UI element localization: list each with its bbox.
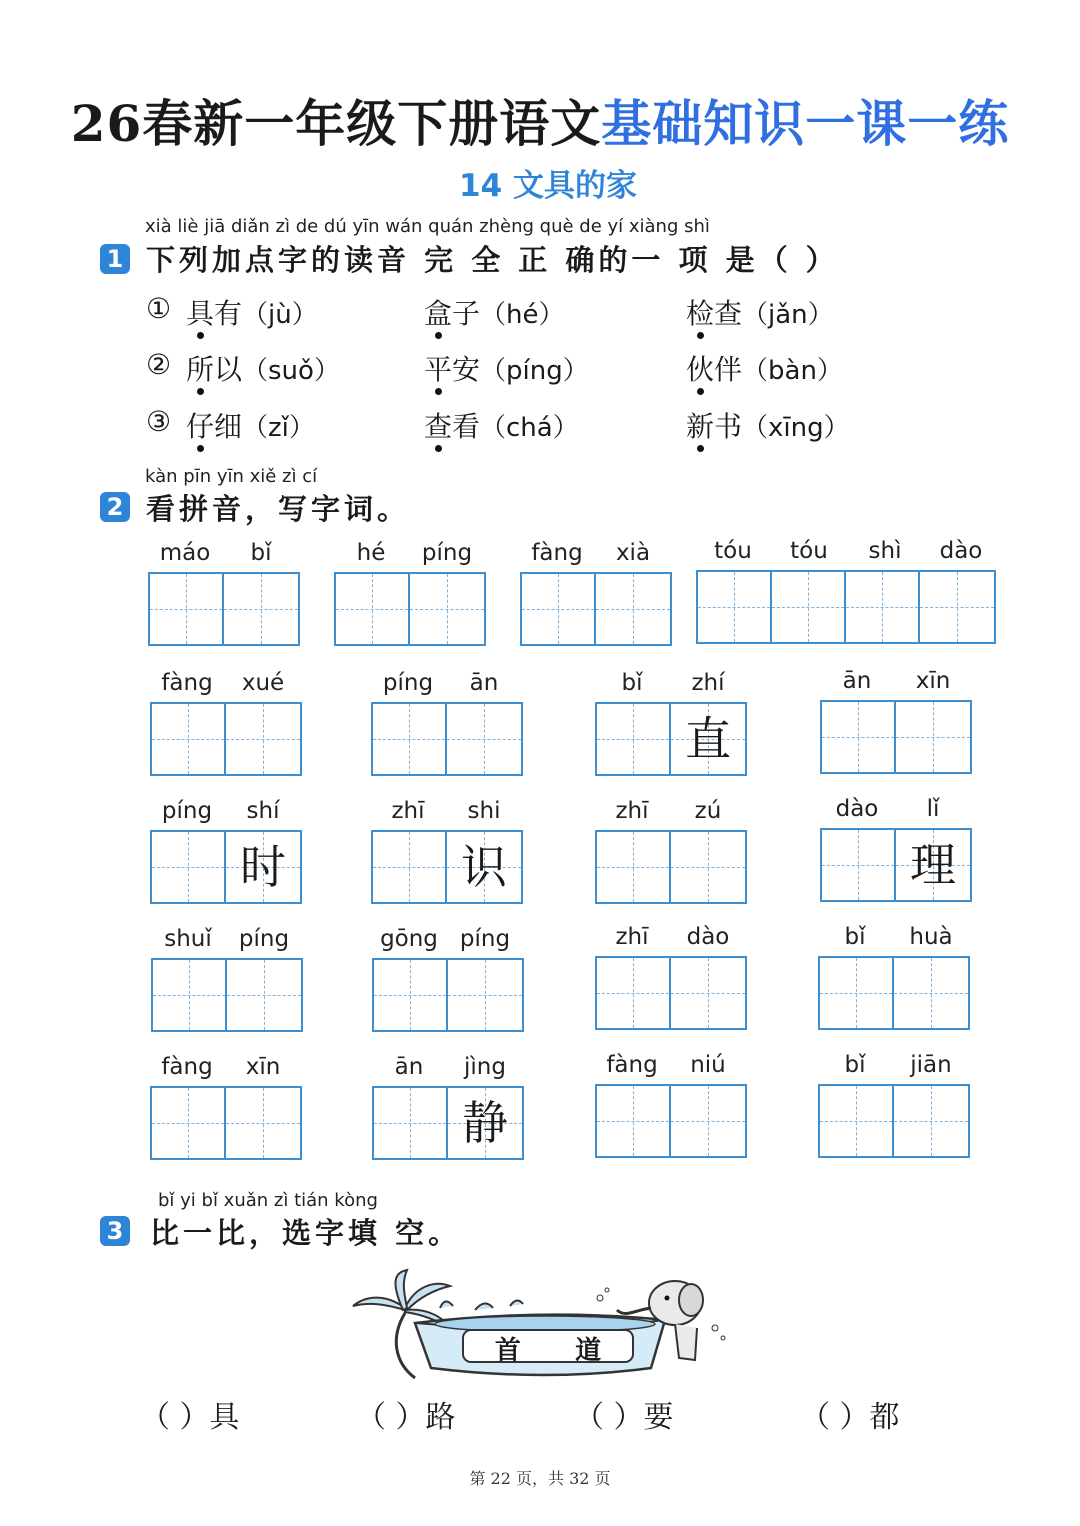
writing-grid xyxy=(820,700,972,774)
grid-pinyin-label: shí xyxy=(246,798,280,824)
q1-option-word: 查看 xyxy=(424,410,481,443)
writing-grid xyxy=(595,956,747,1030)
grid-pinyin-label: shì xyxy=(868,538,902,564)
emphasis-dot xyxy=(197,332,204,339)
writing-cell[interactable] xyxy=(336,574,410,644)
q3-text: 比一比，选字填 空。 xyxy=(150,1216,462,1250)
bathtub-illustration xyxy=(345,1268,745,1388)
grid-pinyin-label: huà xyxy=(909,924,953,950)
grid-pinyin-label: zú xyxy=(694,798,722,824)
grid-pinyin-label: máo xyxy=(159,540,211,566)
grid-pinyin-label: bǐ xyxy=(621,670,643,696)
writing-cell[interactable] xyxy=(596,574,670,644)
q1-option-pinyin: （píng） xyxy=(480,356,589,386)
writing-grid xyxy=(334,572,486,646)
q1-option-pinyin: （jǎn） xyxy=(742,300,834,330)
grid-pinyin-label: jìng xyxy=(464,1054,506,1080)
q1-option-item xyxy=(186,405,315,445)
q1-option-word: 所以 xyxy=(186,353,243,386)
grid-pinyin-label: bǐ xyxy=(844,924,866,950)
q3-number-badge: 3 xyxy=(100,1216,130,1246)
page-footer: 第 22 页，共 32 页 xyxy=(469,1469,611,1488)
grid-pinyin-label: shi xyxy=(467,798,501,824)
grid-pinyin-label: píng xyxy=(382,670,434,696)
writing-cell[interactable] xyxy=(448,960,522,1030)
writing-grid xyxy=(371,830,523,904)
writing-cell[interactable] xyxy=(152,832,226,902)
writing-cell[interactable] xyxy=(226,704,300,774)
emphasis-dot xyxy=(435,332,442,339)
given-character: 理 xyxy=(910,838,956,892)
writing-cell[interactable] xyxy=(671,958,745,1028)
q1-option-index: ③ xyxy=(146,405,172,438)
writing-cell[interactable] xyxy=(227,960,301,1030)
writing-cell[interactable] xyxy=(374,960,448,1030)
q1-option-word: 新书 xyxy=(686,410,743,443)
writing-cell[interactable] xyxy=(772,572,846,642)
tub-choice-chars: 首 道 xyxy=(494,1336,602,1366)
grid-pinyin-label: fàng xyxy=(606,1052,658,1078)
q2-text: 看拼音，写字词。 xyxy=(146,492,411,526)
q1-option-word: 具有 xyxy=(186,297,243,330)
given-character: 直 xyxy=(685,712,731,766)
q1-option-word: 伙伴 xyxy=(686,353,743,386)
writing-cell[interactable] xyxy=(820,958,894,1028)
q1-option-item xyxy=(686,348,843,388)
q1-option-item xyxy=(686,292,834,332)
writing-cell[interactable] xyxy=(894,1086,968,1156)
q1-option-item xyxy=(186,348,340,388)
writing-cell[interactable] xyxy=(410,574,484,644)
writing-grid xyxy=(372,1086,524,1160)
writing-cell[interactable] xyxy=(152,704,226,774)
grid-pinyin-label: bǐ xyxy=(250,540,272,566)
grid-pinyin-label: ān xyxy=(469,670,499,696)
writing-cell[interactable] xyxy=(373,832,447,902)
writing-cell[interactable] xyxy=(522,574,596,644)
q3-pinyin: bǐ yi bǐ xuǎn zì tián kòng xyxy=(158,1190,378,1211)
writing-grid xyxy=(595,830,747,904)
writing-cell[interactable] xyxy=(226,832,300,902)
given-character: 识 xyxy=(461,840,507,894)
given-character: 时 xyxy=(240,840,286,894)
q1-option-pinyin: （suǒ） xyxy=(242,356,340,386)
grid-pinyin-label: bǐ xyxy=(844,1052,866,1078)
writing-cell[interactable] xyxy=(447,832,521,902)
grid-pinyin-label: shuǐ xyxy=(164,926,212,952)
writing-grid xyxy=(151,958,303,1032)
q2-pinyin: kàn pīn yīn xiě zì cí xyxy=(145,466,318,487)
writing-cell[interactable] xyxy=(448,1088,522,1158)
grid-pinyin-label: zhí xyxy=(691,670,725,696)
emphasis-dot xyxy=(435,445,442,452)
q1-option-pinyin: （hé） xyxy=(480,300,565,330)
writing-grid xyxy=(372,958,524,1032)
writing-cell[interactable] xyxy=(597,832,671,902)
page-title xyxy=(0,84,1080,156)
q1-option-word: 平安 xyxy=(424,353,481,386)
title-blue: 基础知识一课一练 xyxy=(601,94,1010,153)
q2-number-badge: 2 xyxy=(100,492,130,522)
q1-option-item xyxy=(424,348,589,388)
writing-grid xyxy=(150,702,302,776)
emphasis-dot xyxy=(197,445,204,452)
q1-option-word: 仔细 xyxy=(186,410,243,443)
blank-1[interactable]: （ ）具 xyxy=(140,1400,240,1435)
grid-pinyin-label: píng xyxy=(238,926,290,952)
writing-cell[interactable] xyxy=(153,960,227,1030)
writing-cell[interactable] xyxy=(597,1086,671,1156)
writing-cell[interactable] xyxy=(374,1088,448,1158)
q1-option-pinyin: （bàn） xyxy=(742,356,843,386)
writing-cell[interactable] xyxy=(820,1086,894,1156)
writing-grid xyxy=(520,572,672,646)
writing-cell[interactable] xyxy=(671,1086,745,1156)
writing-cell[interactable] xyxy=(671,832,745,902)
writing-grid xyxy=(150,1086,302,1160)
writing-cell[interactable] xyxy=(896,830,970,900)
q1-number xyxy=(100,244,130,274)
grid-pinyin-label: tóu xyxy=(714,538,752,564)
writing-cell[interactable] xyxy=(671,704,745,774)
lesson-title: 14 文具的家 xyxy=(459,168,637,204)
title-black: 26春新一年级下册语文 xyxy=(70,94,602,153)
writing-cell[interactable] xyxy=(920,572,994,642)
emphasis-dot xyxy=(697,332,704,339)
writing-cell[interactable] xyxy=(373,704,447,774)
q1-text: 下列加点字的读音 完 全 正 确的一 项 是（ ） xyxy=(146,243,839,277)
grid-pinyin-label: xīn xyxy=(245,1054,281,1080)
given-character: 静 xyxy=(462,1096,508,1150)
writing-cell[interactable] xyxy=(698,572,772,642)
writing-grid xyxy=(150,830,302,904)
grid-pinyin-label: zhī xyxy=(615,798,649,824)
grid-pinyin-label: píng xyxy=(161,798,213,824)
q1-option-word: 盒子 xyxy=(424,297,481,330)
q1-option-word: 检查 xyxy=(686,297,743,330)
writing-cell[interactable] xyxy=(597,704,671,774)
grid-pinyin-label: xīn xyxy=(915,668,951,694)
q1-option-item xyxy=(424,405,579,445)
q1-option-index: ① xyxy=(146,292,172,325)
writing-cell[interactable] xyxy=(226,1088,300,1158)
grid-pinyin-label: ān xyxy=(842,668,872,694)
writing-grid xyxy=(595,1084,747,1158)
grid-pinyin-label: lǐ xyxy=(926,796,940,822)
emphasis-dot xyxy=(697,445,704,452)
writing-grid xyxy=(371,702,523,776)
writing-cell[interactable] xyxy=(597,958,671,1028)
writing-grid xyxy=(148,572,300,646)
grid-pinyin-label: ān xyxy=(394,1054,424,1080)
writing-grid xyxy=(818,1084,970,1158)
q1-pinyin: xià liè jiā diǎn zì de dú yīn wán quán zhèng què de yí xiàng shì xyxy=(145,216,710,237)
writing-cell[interactable] xyxy=(896,702,970,772)
grid-pinyin-label: dào xyxy=(939,538,983,564)
emphasis-dot xyxy=(435,388,442,395)
grid-pinyin-label: xià xyxy=(615,540,651,566)
q1-option-pinyin: （jù） xyxy=(242,300,318,330)
q1-option-item xyxy=(424,292,565,332)
q1-number-badge: 1 xyxy=(100,244,130,274)
grid-pinyin-label: xué xyxy=(241,670,285,696)
grid-pinyin-label: zhī xyxy=(615,924,649,950)
blank-2[interactable]: （ ）路 xyxy=(356,1400,456,1435)
blank-4[interactable]: （ ）都 xyxy=(800,1400,900,1435)
grid-pinyin-label: niú xyxy=(690,1052,726,1078)
grid-pinyin-label: píng xyxy=(421,540,473,566)
q1-option-index: ② xyxy=(146,348,172,381)
blank-3[interactable]: （ ）要 xyxy=(574,1400,674,1435)
q1-option-pinyin: （xīng） xyxy=(742,413,850,443)
grid-pinyin-label: zhī xyxy=(391,798,425,824)
writing-grid xyxy=(818,956,970,1030)
grid-pinyin-label: dào xyxy=(686,924,730,950)
writing-grid xyxy=(820,828,972,902)
grid-pinyin-label: gōng xyxy=(380,926,438,952)
emphasis-dot xyxy=(197,388,204,395)
writing-grid xyxy=(696,570,996,644)
grid-pinyin-label: fàng xyxy=(161,1054,213,1080)
q3-number xyxy=(100,1216,130,1246)
writing-cell[interactable] xyxy=(447,704,521,774)
q1-option-pinyin: （zǐ） xyxy=(242,413,315,443)
grid-pinyin-label: dào xyxy=(835,796,879,822)
writing-cell[interactable] xyxy=(822,702,896,772)
writing-cell[interactable] xyxy=(822,830,896,900)
emphasis-dot xyxy=(697,388,704,395)
grid-pinyin-label: píng xyxy=(459,926,511,952)
writing-cell[interactable] xyxy=(894,958,968,1028)
grid-pinyin-label: fàng xyxy=(531,540,583,566)
q2-number xyxy=(100,492,130,522)
q1-option-pinyin: （chá） xyxy=(480,413,579,443)
grid-pinyin-label: fàng xyxy=(161,670,213,696)
writing-cell[interactable] xyxy=(150,574,224,644)
writing-cell[interactable] xyxy=(846,572,920,642)
q1-option-item xyxy=(686,405,850,445)
writing-cell[interactable] xyxy=(224,574,298,644)
grid-pinyin-label: hé xyxy=(356,540,386,566)
writing-cell[interactable] xyxy=(152,1088,226,1158)
writing-grid xyxy=(595,702,747,776)
grid-pinyin-label: tóu xyxy=(790,538,828,564)
grid-pinyin-label: jiān xyxy=(910,1052,952,1078)
q1-option-item xyxy=(186,292,318,332)
